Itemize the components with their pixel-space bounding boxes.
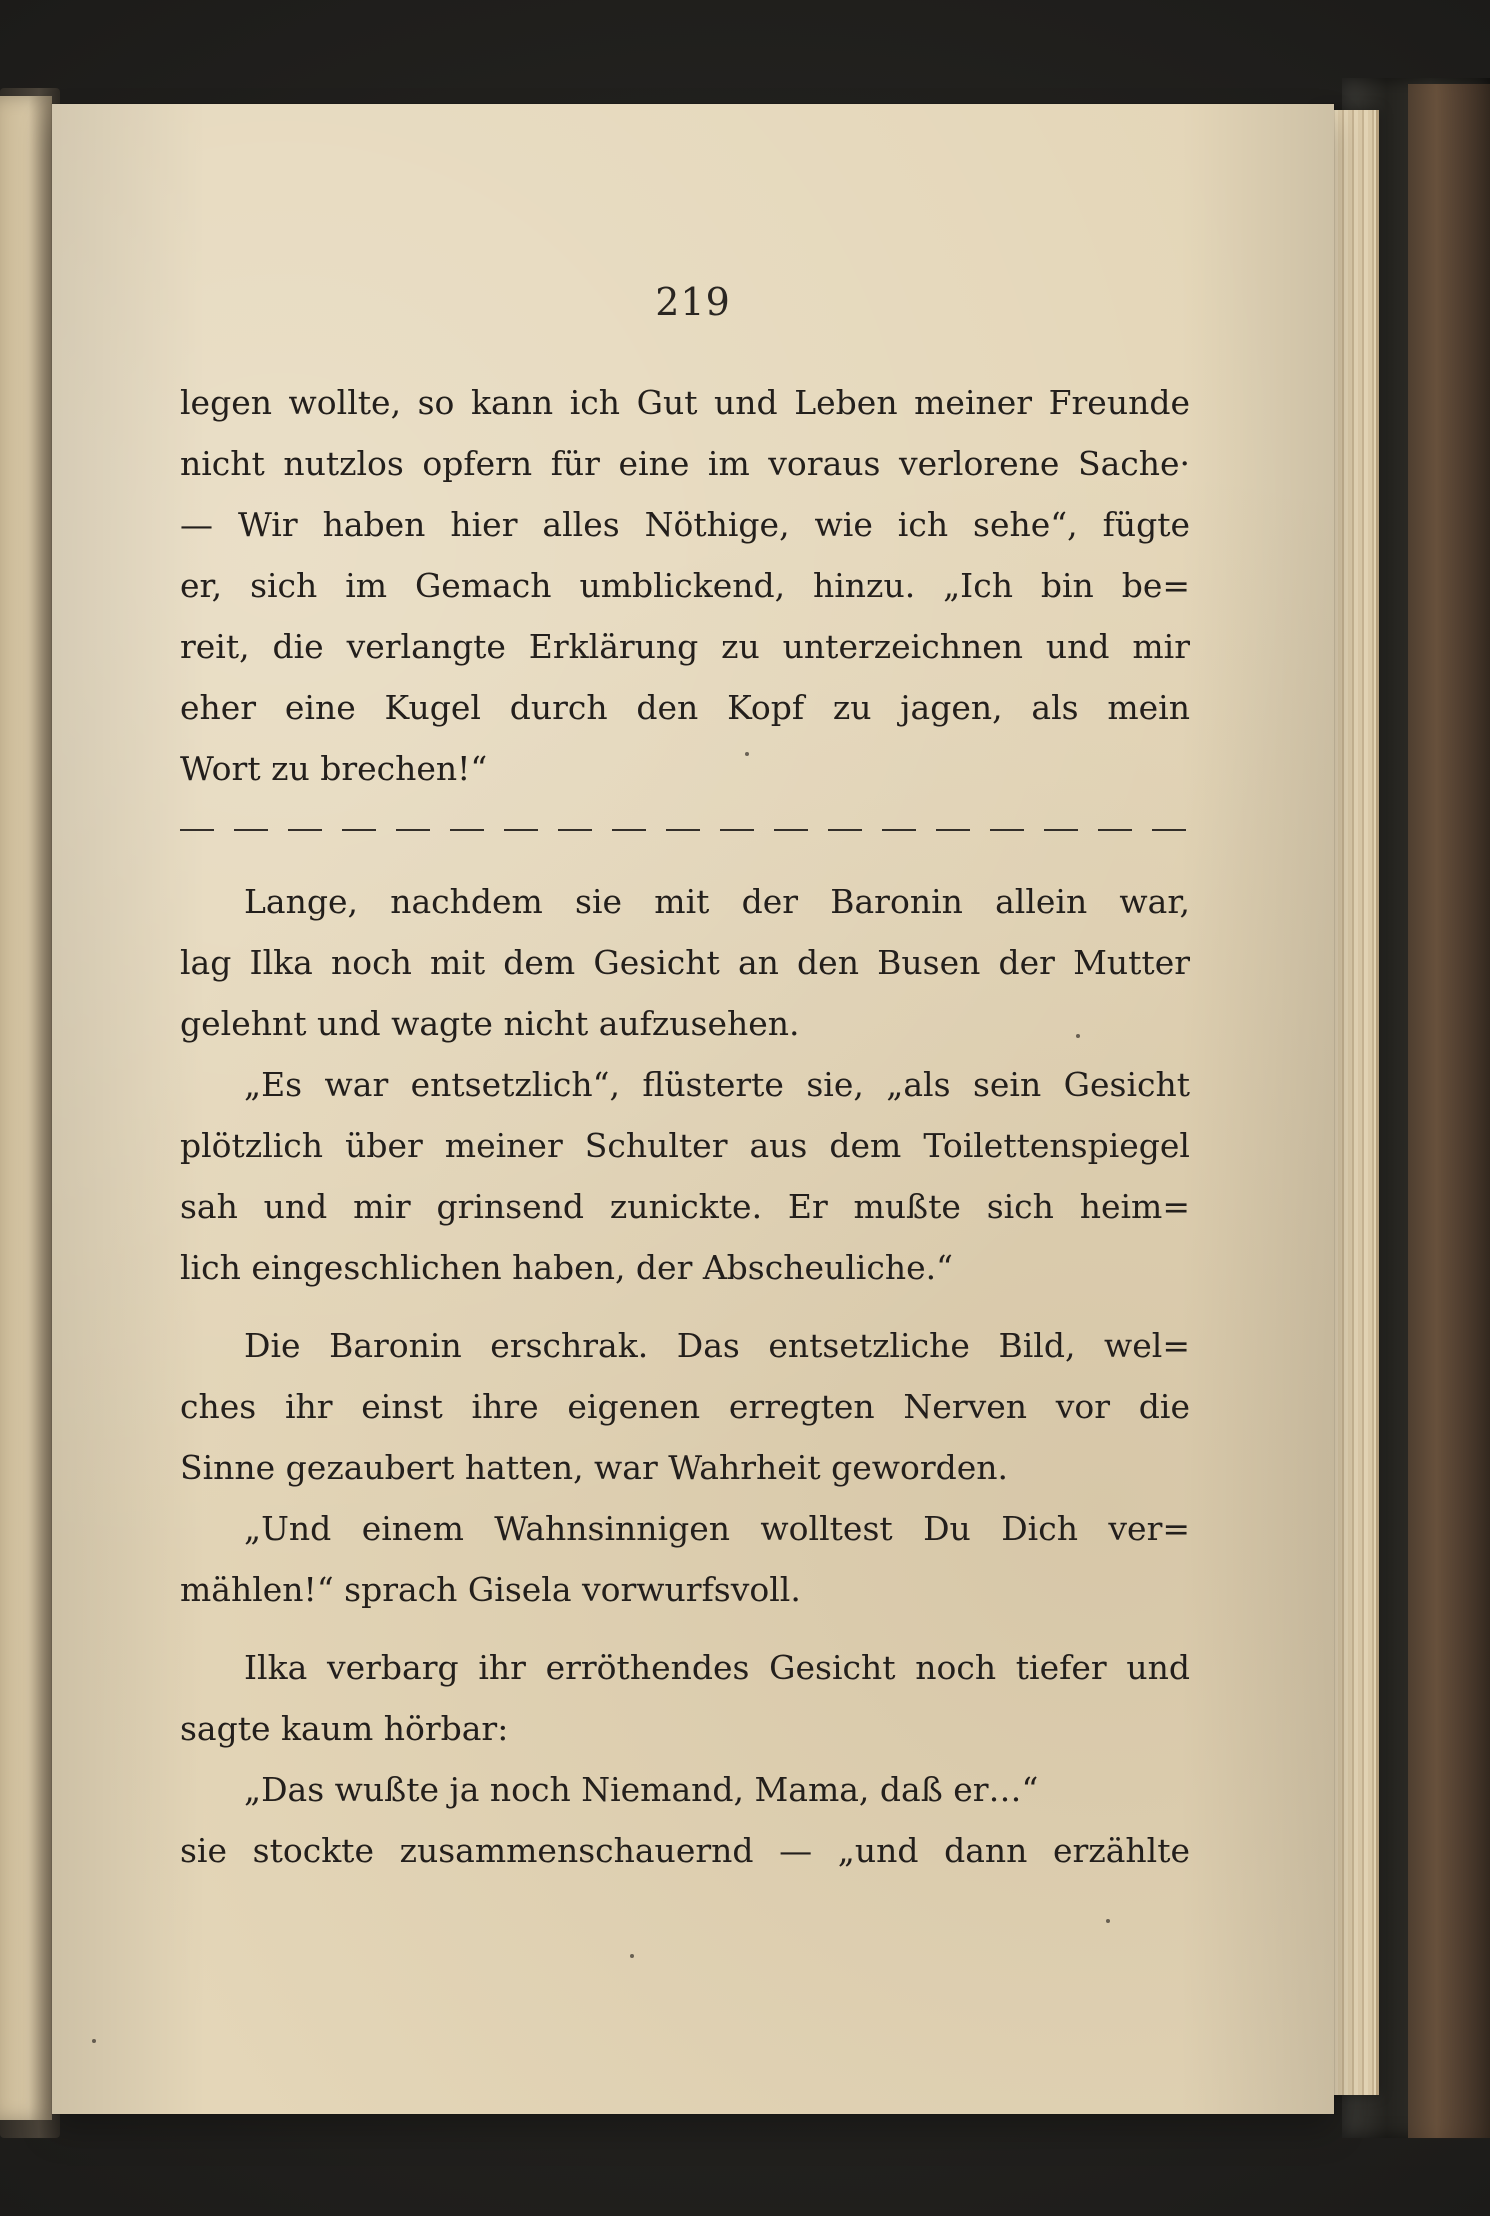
text-line: gelehnt und wagte nicht aufzusehen.: [180, 1004, 800, 1043]
text-line: „Es war entsetzlich“, flüsterte sie, „als sein Gesicht: [244, 1065, 1190, 1104]
text-line: er, sich im Gemach umblickend, hinzu. „Ich bin be=: [180, 566, 1190, 605]
book-page: [52, 104, 1334, 2114]
text-line: Die Baronin erschrak. Das entsetzliche Bild, wel=: [244, 1326, 1190, 1365]
paper-speck: [745, 752, 749, 756]
text-line: plötzlich über meiner Schulter aus dem Toilettenspiegel: [180, 1126, 1190, 1165]
text-line: „Und einem Wahnsinnigen wolltest Du Dich ver=: [244, 1509, 1190, 1548]
text-line: Sinne gezaubert hatten, war Wahrheit geworden.: [180, 1448, 1009, 1487]
paper-speck: [1106, 1919, 1110, 1923]
paper-speck: [1076, 1034, 1080, 1038]
page-number: 219: [655, 280, 731, 324]
right-cover-leather-strip: [1408, 84, 1490, 2138]
text-line: Lange, nachdem sie mit der Baronin allein war,: [244, 882, 1190, 921]
text-line: lag Ilka noch mit dem Gesicht an den Busen der Mutter: [180, 943, 1190, 982]
text-line: nicht nutzlos opfern für eine im voraus verlorene Sache·: [180, 444, 1190, 483]
text-line: reit, die verlangte Erklärung zu unterzeichnen und mir: [180, 627, 1190, 666]
section-divider: [180, 829, 1190, 831]
text-line: sie stockte zusammenschauernd — „und dann erzählte: [180, 1831, 1190, 1870]
text-line: ches ihr einst ihre eigenen erregten Nerven vor die: [180, 1387, 1190, 1426]
text-line: mählen!“ sprach Gisela vorwurfsvoll.: [180, 1570, 801, 1609]
text-line: Wort zu brechen!“: [180, 749, 488, 788]
text-line: Ilka verbarg ihr erröthendes Gesicht noch tiefer und: [244, 1648, 1190, 1687]
text-line: sagte kaum hörbar:: [180, 1709, 509, 1748]
text-line: eher eine Kugel durch den Kopf zu jagen, als mein: [180, 688, 1190, 727]
text-line: legen wollte, so kann ich Gut und Leben meiner Freunde: [180, 383, 1190, 422]
text-line: „Das wußte ja noch Niemand, Mama, daß er…“: [244, 1770, 1039, 1809]
paper-speck: [630, 1954, 634, 1958]
text-line: — Wir haben hier alles Nöthige, wie ich sehe“, fügte: [180, 505, 1190, 544]
left-page-edge: [0, 96, 52, 2120]
paragraph-gap: [180, 1298, 1190, 1315]
text-line: sah und mir grinsend zunickte. Er mußte sich heim=: [180, 1187, 1190, 1226]
text-line: lich eingeschlichen haben, der Abscheuliche.“: [180, 1248, 953, 1287]
paper-speck: [92, 2039, 96, 2043]
paragraph-gap: [180, 1620, 1190, 1637]
page-text: [180, 372, 1190, 1881]
